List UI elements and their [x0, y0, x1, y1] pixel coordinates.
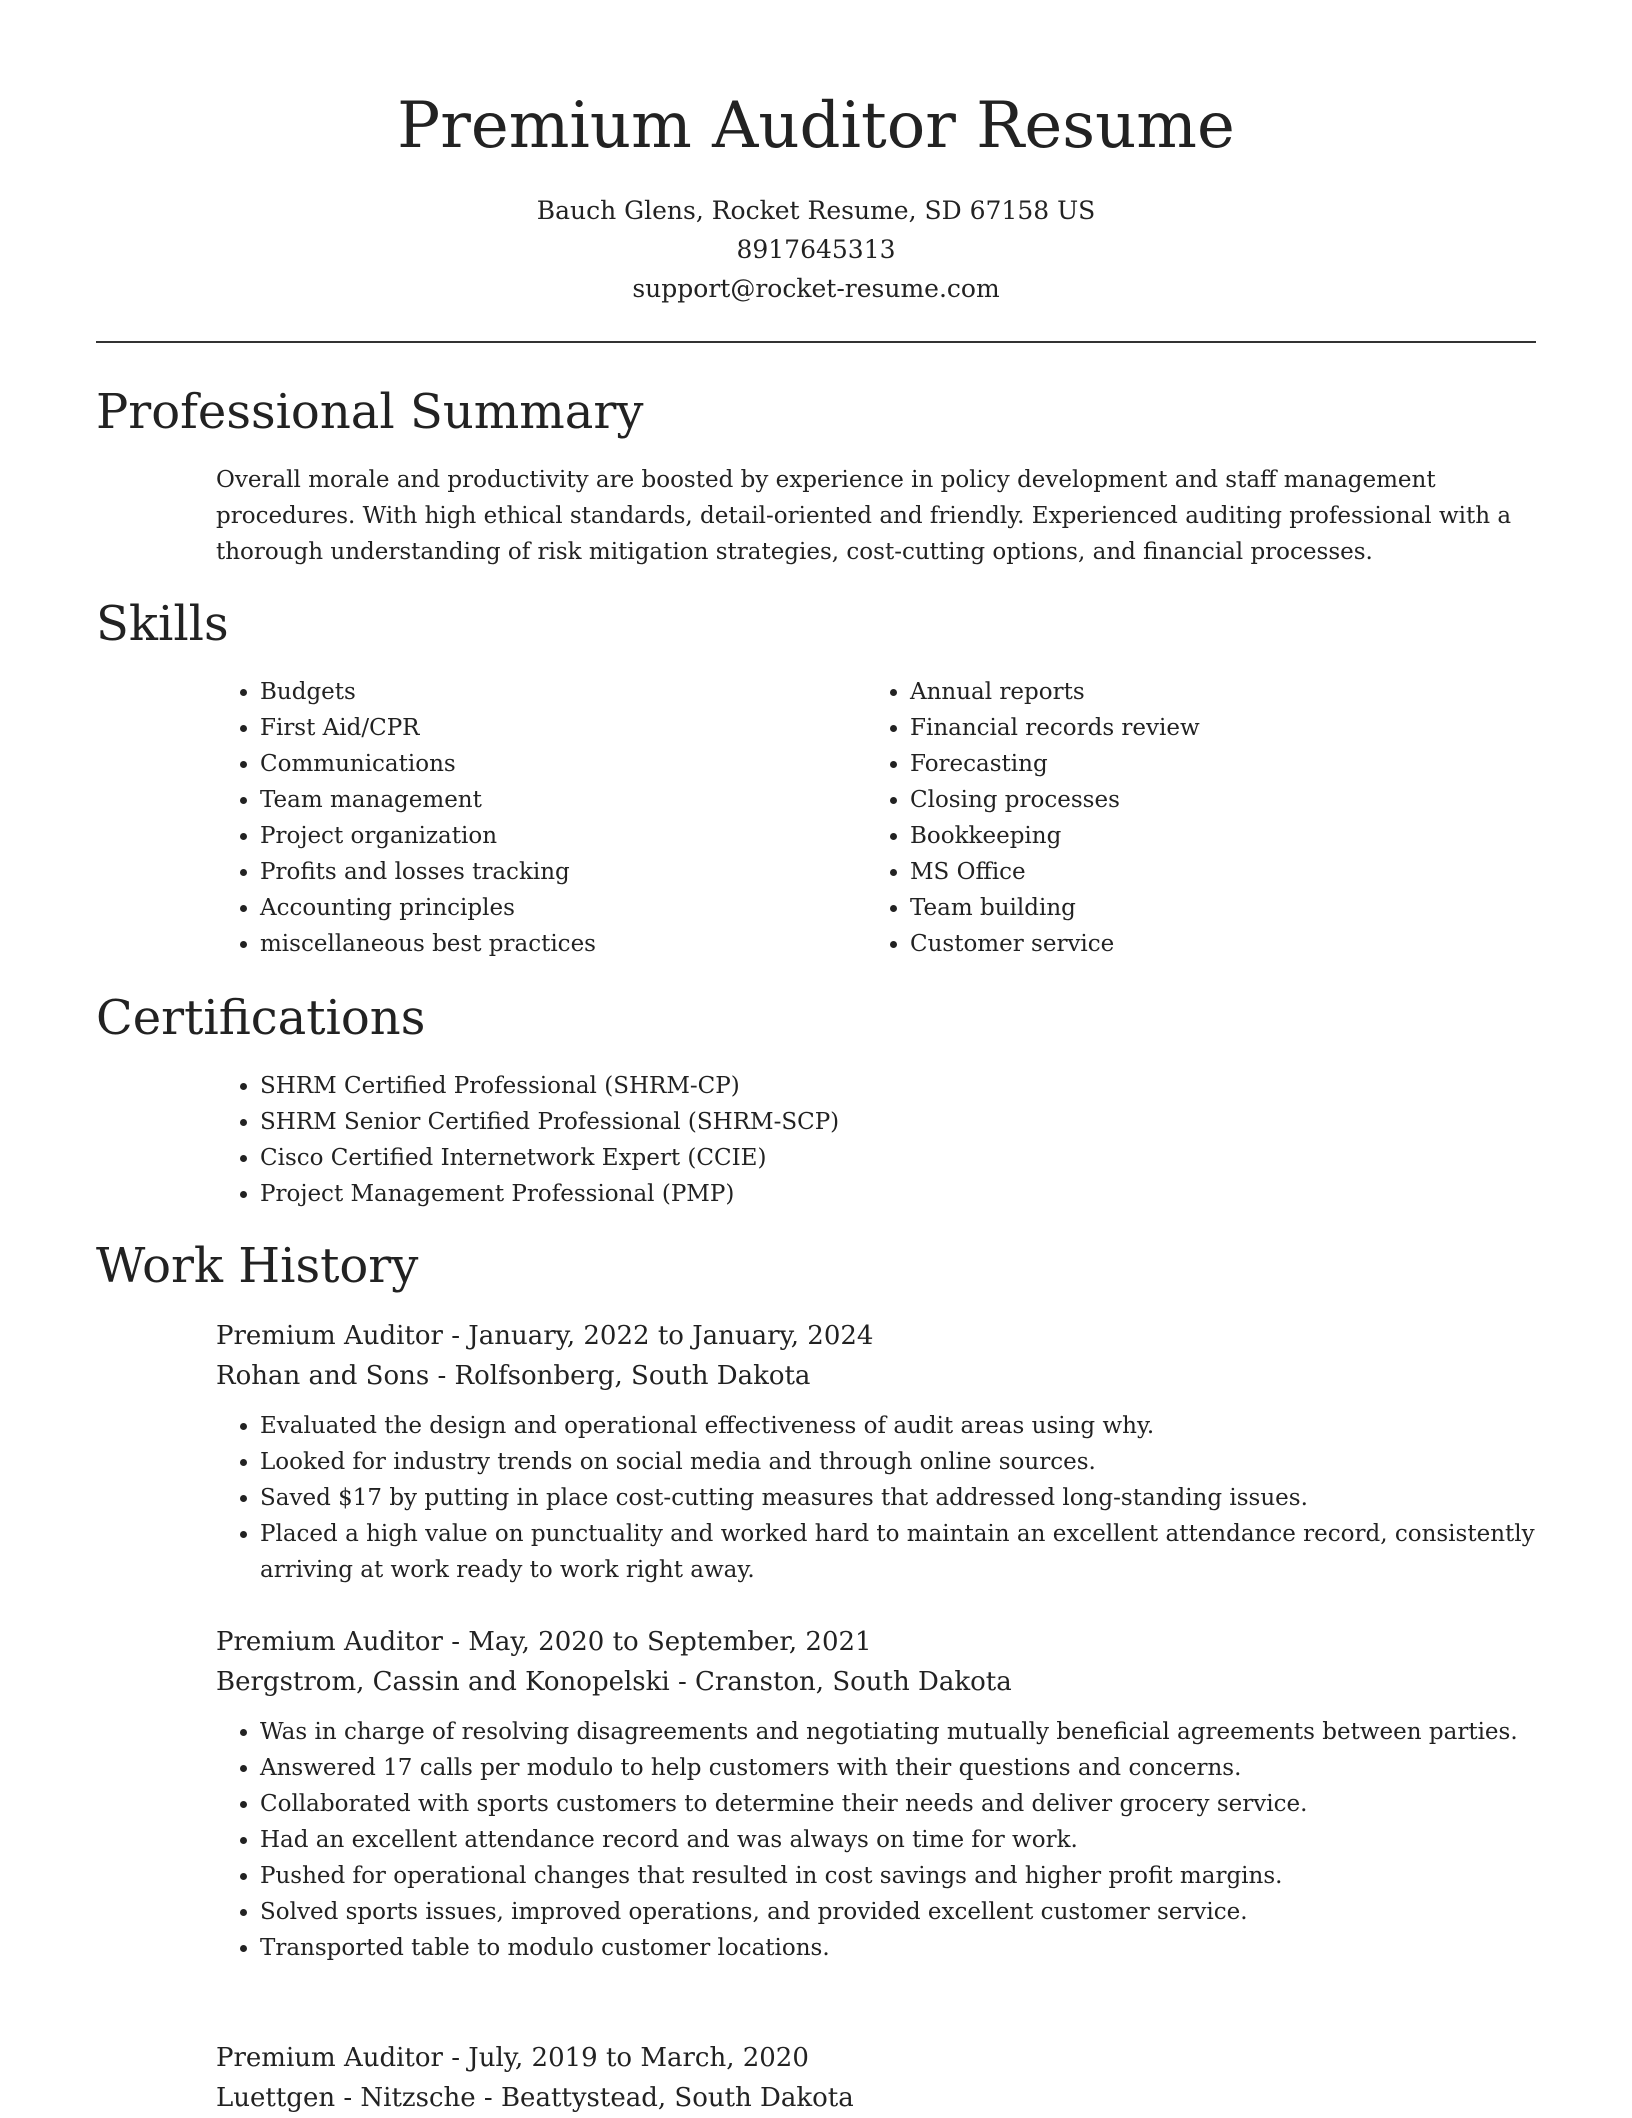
- skill-item: • First Aid/CPR: [260, 710, 836, 746]
- job-bullet: • Had an excellent attendance record and was always on time for work.: [260, 1822, 1536, 1858]
- certifications-list: [216, 1068, 1516, 1212]
- job-title: Premium Auditor: [216, 2043, 443, 2073]
- work-history-heading: Work History: [96, 1238, 419, 1294]
- summary-text: Overall morale and productivity are boosted by experience in policy development and staff management procedures. With high ethical standards, detail-oriented and friendly. Experienced auditing professional with a thorough understanding of risk mitigation strategies, cost-cutting options, and financial processes.: [216, 467, 1512, 565]
- job-bullet: • Placed a high value on punctuality and worked hard to maintain an excellent attendance record, consistently arriving at work ready to work right away.: [260, 1516, 1536, 1588]
- job-bullet: • Saved $17 by putting in place cost-cutting measures that addressed long-standing issues.: [260, 1480, 1536, 1516]
- skill-item: • Forecasting: [910, 746, 1486, 782]
- skill-item: • Bookkeeping: [910, 818, 1486, 854]
- job-company-line: [216, 2078, 1536, 2118]
- job-title: Premium Auditor: [216, 1321, 443, 1351]
- job-bullet: • Looked for industry trends on social media and through online sources.: [260, 1444, 1536, 1480]
- skill-item: • Team management: [260, 782, 836, 818]
- job-title-line: [216, 1622, 1536, 1662]
- job-entry: [216, 2038, 1536, 2118]
- skills-list-right: [866, 674, 1486, 962]
- certification-item: • SHRM Certified Professional (SHRM-CP): [260, 1068, 1516, 1104]
- job-company: Bergstrom, Cassin and Konopelski: [216, 1667, 670, 1697]
- job-entry: [216, 1316, 1536, 1588]
- skill-item: • MS Office: [910, 854, 1486, 890]
- certification-item: • Cisco Certified Internetwork Expert (CCIE): [260, 1140, 1516, 1176]
- job-title-line: [216, 1316, 1536, 1356]
- skill-item: • Closing processes: [910, 782, 1486, 818]
- job-company-line: [216, 1356, 1536, 1396]
- skill-item: • Project organization: [260, 818, 836, 854]
- summary-heading: Professional Summary: [96, 384, 644, 440]
- skill-item: • Profits and losses tracking: [260, 854, 836, 890]
- skill-item: • Customer service: [910, 926, 1486, 962]
- job-bullets: [216, 1714, 1536, 1966]
- contact-phone: 8917645313: [736, 235, 896, 264]
- job-location: - Beattystead, South Dakota: [475, 2083, 854, 2113]
- skill-item: • Budgets: [260, 674, 836, 710]
- contact-address: Bauch Glens, Rocket Resume, SD 67158 US: [536, 196, 1096, 225]
- job-bullet: • Pushed for operational changes that resulted in cost savings and higher profit margins.: [260, 1858, 1536, 1894]
- job-bullets: [216, 1408, 1536, 1588]
- job-title: Premium Auditor: [216, 1627, 443, 1657]
- job-dates: - January, 2022 to January, 2024: [442, 1321, 874, 1351]
- job-company: Rohan and Sons: [216, 1361, 430, 1391]
- job-bullet: • Collaborated with sports customers to determine their needs and deliver grocery service.: [260, 1786, 1536, 1822]
- certification-item: • SHRM Senior Certified Professional (SHRM-SCP): [260, 1104, 1516, 1140]
- header-divider: [96, 341, 1536, 343]
- resume-title: Premium Auditor Resume: [397, 89, 1235, 163]
- skills-list-left: [216, 674, 836, 962]
- job-entry: [216, 1622, 1536, 1966]
- job-bullet: • Transported table to modulo customer locations.: [260, 1930, 1536, 1966]
- job-title-line: [216, 2038, 1536, 2078]
- skills-column-right: [866, 674, 1486, 962]
- skill-item: • Communications: [260, 746, 836, 782]
- job-bullet: • Evaluated the design and operational effectiveness of audit areas using why.: [260, 1408, 1536, 1444]
- skill-item: • Financial records review: [910, 710, 1486, 746]
- skills-column-left: [216, 674, 836, 962]
- job-dates: - May, 2020 to September, 2021: [442, 1627, 872, 1657]
- skill-item: • Accounting principles: [260, 890, 836, 926]
- job-company-line: [216, 1662, 1536, 1702]
- skills-heading: Skills: [96, 596, 229, 652]
- contact-block: [0, 191, 1632, 308]
- certifications-block: [216, 1068, 1516, 1212]
- job-bullet: • Solved sports issues, improved operations, and provided excellent customer service.: [260, 1894, 1536, 1930]
- job-bullet: • Answered 17 calls per modulo to help customers with their questions and concerns.: [260, 1750, 1536, 1786]
- skill-item: • miscellaneous best practices: [260, 926, 836, 962]
- skill-item: • Team building: [910, 890, 1486, 926]
- job-location: - Cranston, South Dakota: [669, 1667, 1012, 1697]
- certifications-heading: Certifications: [96, 990, 426, 1046]
- contact-email: support@rocket-resume.com: [632, 274, 1000, 303]
- job-dates: - July, 2019 to March, 2020: [442, 2043, 809, 2073]
- job-company: Luettgen - Nitzsche: [216, 2083, 476, 2113]
- job-location: - Rolfsonberg, South Dakota: [429, 1361, 811, 1391]
- certification-item: • Project Management Professional (PMP): [260, 1176, 1516, 1212]
- job-bullet: • Was in charge of resolving disagreements and negotiating mutually beneficial agreements between parties.: [260, 1714, 1536, 1750]
- skill-item: • Annual reports: [910, 674, 1486, 710]
